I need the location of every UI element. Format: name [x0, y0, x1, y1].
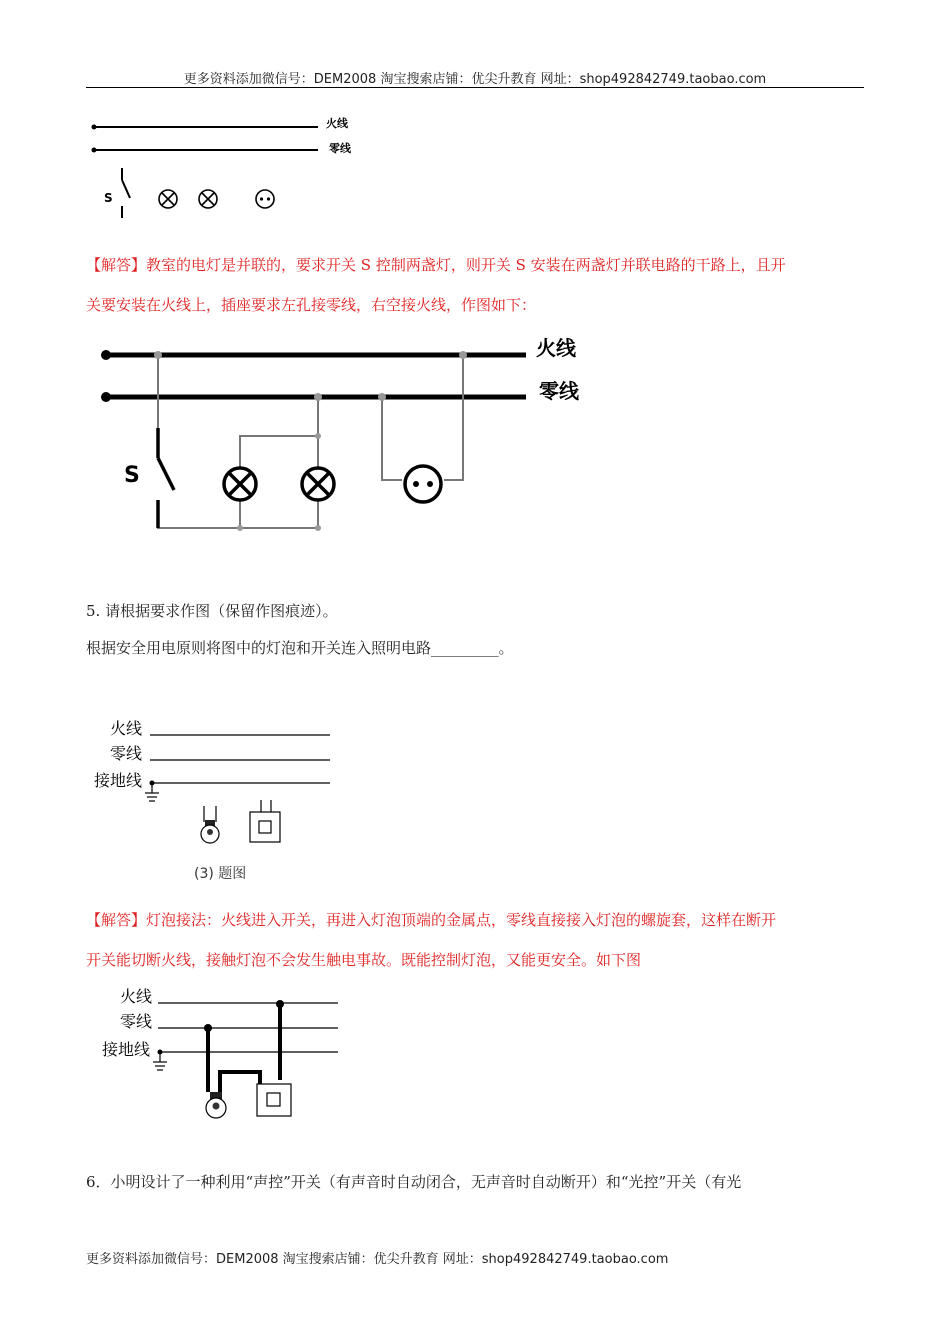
fig1-switch-label: S	[104, 191, 113, 205]
ground-icon	[145, 783, 159, 801]
socket-icon	[250, 800, 280, 842]
socket-icon	[405, 466, 441, 502]
fig3-live-label: 火线	[110, 719, 143, 738]
lamp-icon	[159, 190, 177, 208]
fig2-switch-label: S	[124, 463, 140, 488]
fig1-live-label: 火线	[326, 117, 348, 130]
lamp-icon	[302, 468, 334, 500]
figure-wiring-solution-1	[86, 330, 606, 540]
fig2-neutral-label: 零线	[539, 379, 579, 403]
question-6-text: 6．小明设计了一种利用“声控”开关（有声音时自动闭合，无声音时自动断开）和“光控”开关（有光	[86, 1173, 742, 1191]
question-5-prompt: 根据安全用电原则将图中的灯泡和开关连入照明电路_________。	[86, 639, 514, 657]
answer-5-text: 【解答】灯泡接法：火线进入开关，再进入灯泡顶端的金属点，零线直接接入灯泡的螺旋套，这样在断开 开关能切断火线，接触灯泡不会发生触电事故。既能控制灯泡，又能更安全。如下图	[86, 911, 777, 969]
fig4-neutral-label: 零线	[120, 1012, 153, 1031]
fig4-live-label: 火线	[120, 987, 153, 1006]
socket-icon	[256, 190, 274, 208]
fig1-neutral-label: 零线	[329, 142, 351, 155]
lamp-icon	[199, 190, 217, 208]
page-header: 更多资料添加微信号：DEM2008 淘宝搜索店铺：优尖升教育 网址：shop492842749.taobao.com	[183, 72, 767, 87]
figure-wiring-problem-2	[86, 710, 346, 890]
bulb-icon	[206, 1092, 226, 1118]
bulb-icon	[201, 806, 219, 843]
fig3-caption: (3) 题图	[194, 866, 247, 882]
fig2-live-label: 火线	[536, 336, 576, 360]
lamp-icon	[224, 468, 256, 500]
header-divider	[86, 87, 864, 88]
figure-wiring-problem-1	[86, 110, 376, 230]
answer-4-text: 【解答】教室的电灯是并联的，要求开关 S 控制两盏灯，则开关 S 安装在两盏灯并联电路的干路上，且开 关要安装在火线上，插座要求左孔接零线，右空接火线，作图如下：	[86, 256, 786, 314]
figure-wiring-solution-2	[86, 980, 356, 1130]
fig4-ground-label: 接地线	[102, 1040, 151, 1059]
ground-icon	[153, 1052, 167, 1070]
switch-box-icon	[257, 1084, 291, 1116]
question-5-title: 5. 请根据要求作图（保留作图痕迹）。	[86, 602, 338, 620]
switch-icon	[158, 428, 174, 528]
fig3-ground-label: 接地线	[94, 771, 143, 790]
page-footer: 更多资料添加微信号：DEM2008 淘宝搜索店铺：优尖升教育 网址：shop492842749.taobao.com	[86, 1252, 669, 1267]
fig3-neutral-label: 零线	[110, 744, 143, 763]
